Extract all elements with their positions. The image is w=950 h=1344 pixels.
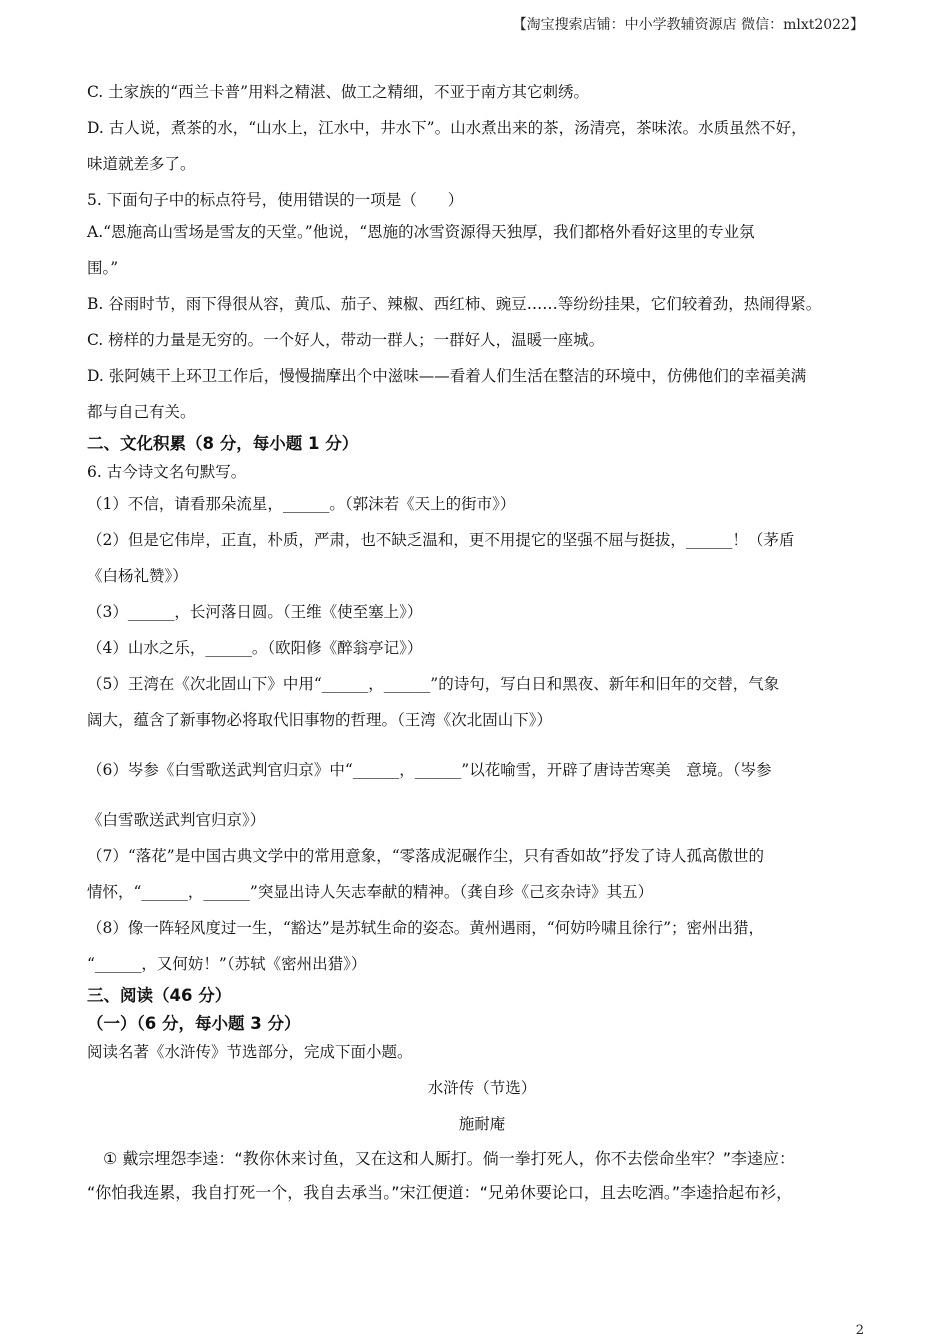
- subsection-heading-1: （一）（6 分，每小题 3 分）: [87, 1014, 301, 1033]
- question-6: 6. 古今诗文名句默写。: [87, 463, 247, 481]
- passage-author: 施耐庵: [458, 1115, 506, 1133]
- option-d-q5-cont: 都与自己有关。: [87, 403, 196, 421]
- q6-item-7: （7）“落花”是中国古典文学中的常用意象，“零落成泥碾作尘，只有香如故”抒发了诗人孤高傲世的: [87, 847, 765, 865]
- option-b-q5: B. 谷雨时节，雨下得很从容，黄瓜、茄子、辣椒、西红柿、豌豆……等纷纷挂果，它们较着劲，热闹得紧。: [87, 295, 822, 313]
- passage-paragraph-1-cont: “你怕我连累，我自打死一个，我自去承当。”宋江便道：“兄弟休要论口，且去吃酒。”李逵拾起布衫，: [87, 1183, 793, 1202]
- page-number: 2: [855, 1323, 864, 1338]
- option-a-q5: A.“恩施高山雪场是雪友的天堂。”他说，“恩施的冰雪资源得天独厚，我们都格外看好这里的专业氛: [87, 223, 755, 241]
- option-d-q5: D. 张阿姨干上环卫工作后，慢慢揣摩出个中滋味——看着人们生活在整洁的环境中，仿佛他们的幸福美满: [87, 367, 807, 385]
- option-a-q5-cont: 围。”: [87, 259, 119, 277]
- option-c-q4: C. 土家族的“西兰卡普”用料之精湛、做工之精细，不亚于南方其它刺绣。: [87, 83, 590, 101]
- q6-item-2-cont: 《白杨礼赞》）: [87, 567, 188, 585]
- question-5: 5. 下面句子中的标点符号，使用错误的一项是（ ）: [87, 191, 464, 209]
- q6-item-4: （4）山水之乐，______。（欧阳修《醉翁亭记》）: [87, 639, 423, 657]
- q6-item-1: （1）不信，请看那朵流星，______。（郭沫若《天上的街市》）: [87, 495, 516, 513]
- q6-item-8: （8）像一阵轻风度过一生，“豁达”是苏轼生命的姿态。黄州遇雨，“何妨吟啸且徐行”；密州出猎，: [87, 919, 765, 937]
- q6-item-7-cont: 情怀，“______，______”突显出诗人矢志奉献的精神。（龚自珍《己亥杂诗》其五）: [87, 883, 654, 901]
- option-c-q5: C. 榜样的力量是无穷的。一个好人，带动一群人；一群好人，温暖一座城。: [87, 331, 605, 349]
- q6-item-5-cont: 阔大，蕴含了新事物必将取代旧事物的哲理。（王湾《次北固山下》）: [87, 711, 553, 729]
- passage-paragraph-1: ① 戴宗埋怨李逵：“教你休来讨鱼，又在这和人厮打。倘一拳打死人，你不去偿命坐牢？”李逵应：: [87, 1149, 796, 1168]
- page-header: 【淘宝搜索店铺：中小学教辅资源店 微信：mlxt2022】: [512, 17, 864, 33]
- q6-item-3: （3）______，长河落日圆。（王维《使至塞上》）: [87, 603, 423, 621]
- document-body: [87, 78, 877, 1210]
- option-d-q4: D. 古人说，煮茶的水，“山水上，江水中，井水下”。山水煮出来的茶，汤清亮，茶味浓。水质虽然不好，: [87, 119, 807, 137]
- q6-item-2: （2）但是它伟岸，正直，朴质，严肃，也不缺乏温和，更不用提它的坚强不屈与挺拔，______！（茅盾: [87, 531, 795, 549]
- option-d-q4-cont: 味道就差多了。: [87, 155, 196, 173]
- reading-instruction: 阅读名著《水浒传》节选部分，完成下面小题。: [87, 1043, 413, 1061]
- q6-item-8-cont: “______，又何妨！”（苏轼《密州出猎》）: [87, 955, 367, 973]
- section-heading-2: 二、文化积累（8 分，每小题 1 分）: [87, 434, 359, 453]
- q6-item-6-cont: 《白雪歌送武判官归京》）: [87, 811, 266, 829]
- passage-title: 水浒传（节选）: [427, 1079, 537, 1097]
- q6-item-5: （5）王湾在《次北固山下》中用“______，______”的诗句，写白日和黑夜、新年和旧年的交替，气象: [87, 675, 780, 693]
- q6-item-6: （6）岑参《白雪歌送武判官归京》中“______，______”以花喻雪，开辟了唐诗苦寒美 意境。（岑参: [87, 761, 772, 779]
- section-heading-3: 三、阅读（46 分）: [87, 986, 232, 1005]
